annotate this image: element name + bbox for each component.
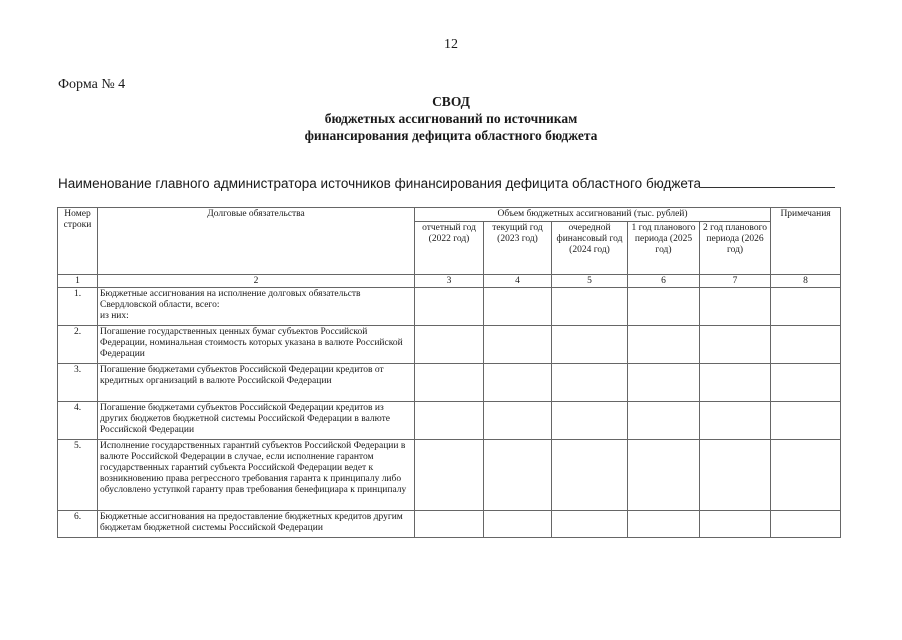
column-number: 6 bbox=[628, 275, 700, 288]
value-cell bbox=[415, 440, 484, 511]
table-row bbox=[58, 288, 841, 326]
value-cell bbox=[700, 440, 771, 511]
value-cell bbox=[628, 288, 700, 326]
value-cell bbox=[771, 288, 841, 326]
column-number: 2 bbox=[98, 275, 415, 288]
allocations-table bbox=[57, 207, 841, 538]
value-cell bbox=[552, 402, 628, 440]
admin-name-label: Наименование главного администратора источников финансирования дефицита областного бюджета bbox=[58, 176, 702, 191]
document-title bbox=[0, 93, 902, 144]
title-line-2: бюджетных ассигнований по источникам bbox=[324, 111, 578, 126]
header-row-number: Номер строки bbox=[58, 208, 98, 275]
value-cell bbox=[700, 511, 771, 538]
value-cell bbox=[771, 364, 841, 402]
value-cell bbox=[415, 288, 484, 326]
value-cell bbox=[552, 326, 628, 364]
value-cell bbox=[700, 364, 771, 402]
value-cell bbox=[415, 326, 484, 364]
row-description: Бюджетные ассигнования на исполнение долговых обязательств Свердловской области, всего: из них: bbox=[98, 288, 415, 326]
row-description: Бюджетные ассигнования на предоставление бюджетных кредитов другим бюджетам бюджетной системы Российской Федерации bbox=[98, 511, 415, 538]
value-cell bbox=[552, 288, 628, 326]
value-cell bbox=[552, 511, 628, 538]
title-line-1: СВОД bbox=[432, 94, 470, 109]
column-number: 7 bbox=[700, 275, 771, 288]
column-number: 3 bbox=[415, 275, 484, 288]
admin-name-line bbox=[58, 175, 835, 191]
row-description: Погашение государственных ценных бумаг субъектов Российской Федерации, номинальная стоимость которых указана в валюте Российской Федерации bbox=[98, 326, 415, 364]
column-number: 5 bbox=[552, 275, 628, 288]
value-cell bbox=[771, 511, 841, 538]
header-current-year: текущий год (2023 год) bbox=[484, 222, 552, 275]
header-plan-year-2: 2 год планового периода (2026 год) bbox=[700, 222, 771, 275]
value-cell bbox=[415, 364, 484, 402]
value-cell bbox=[484, 364, 552, 402]
row-number: 5. bbox=[58, 440, 98, 511]
row-number: 1. bbox=[58, 288, 98, 326]
table-body bbox=[58, 288, 841, 538]
value-cell bbox=[484, 402, 552, 440]
value-cell bbox=[700, 326, 771, 364]
value-cell bbox=[700, 402, 771, 440]
value-cell bbox=[628, 511, 700, 538]
value-cell bbox=[552, 440, 628, 511]
value-cell bbox=[415, 402, 484, 440]
row-description: Исполнение государственных гарантий субъектов Российской Федерации в валюте Российской Федерации в случае, если исполнение гарантом государственных гарантий субъекта Российской Федерации ведет к возникновению права регрессного требования гаранта к принципалу либо обусловлено уступкой гаранту прав требования бенефициара к принципалу bbox=[98, 440, 415, 511]
header-reporting-year: отчетный год (2022 год) bbox=[415, 222, 484, 275]
row-number: 3. bbox=[58, 364, 98, 402]
header-plan-year-1: 1 год планового периода (2025 год) bbox=[628, 222, 700, 275]
value-cell bbox=[484, 326, 552, 364]
row-number: 4. bbox=[58, 402, 98, 440]
header-row-top bbox=[58, 208, 841, 222]
table-row bbox=[58, 402, 841, 440]
value-cell bbox=[628, 364, 700, 402]
header-volume: Объем бюджетных ассигнований (тыс. рублей) bbox=[415, 208, 771, 222]
row-number: 2. bbox=[58, 326, 98, 364]
header-obligations: Долговые обязательства bbox=[98, 208, 415, 275]
value-cell bbox=[771, 326, 841, 364]
table-row bbox=[58, 440, 841, 511]
column-number: 8 bbox=[771, 275, 841, 288]
row-description: Погашение бюджетами субъектов Российской Федерации кредитов от кредитных организаций в валюте Российской Федерации bbox=[98, 364, 415, 402]
column-number: 1 bbox=[58, 275, 98, 288]
title-line-3: финансирования дефицита областного бюджета bbox=[304, 128, 598, 143]
header-next-year: очередной финансовый год (2024 год) bbox=[552, 222, 628, 275]
table-row bbox=[58, 511, 841, 538]
column-numbers-row bbox=[58, 275, 841, 288]
form-label: Форма № 4 bbox=[58, 77, 126, 92]
table-row bbox=[58, 364, 841, 402]
value-cell bbox=[628, 402, 700, 440]
value-cell bbox=[484, 440, 552, 511]
row-number: 6. bbox=[58, 511, 98, 538]
value-cell bbox=[771, 440, 841, 511]
page-number: 12 bbox=[444, 37, 458, 52]
admin-name-blank bbox=[701, 175, 835, 188]
header-notes: Примечания bbox=[771, 208, 841, 275]
table-row bbox=[58, 326, 841, 364]
value-cell bbox=[771, 402, 841, 440]
value-cell bbox=[484, 288, 552, 326]
value-cell bbox=[552, 364, 628, 402]
value-cell bbox=[700, 288, 771, 326]
value-cell bbox=[484, 511, 552, 538]
value-cell bbox=[628, 440, 700, 511]
row-description: Погашение бюджетами субъектов Российской Федерации кредитов из других бюджетов бюджетной системы Российской Федерации в валюте Российской Федерации bbox=[98, 402, 415, 440]
column-number: 4 bbox=[484, 275, 552, 288]
value-cell bbox=[415, 511, 484, 538]
value-cell bbox=[628, 326, 700, 364]
